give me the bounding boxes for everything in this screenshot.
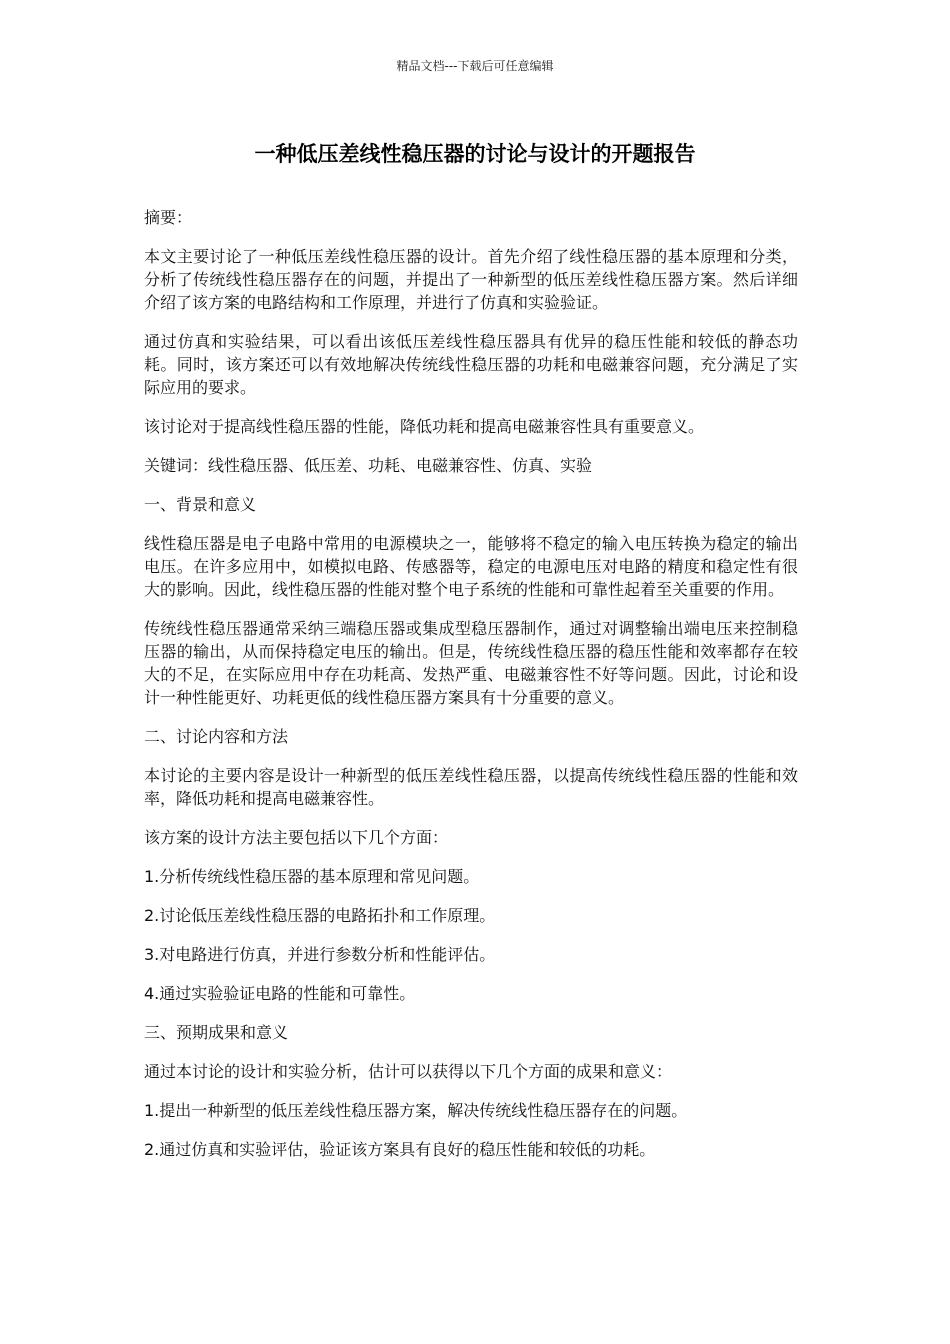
keywords: 关键词：线性稳压器、低压差、功耗、电磁兼容性、仿真、实验 xyxy=(144,456,593,475)
result-item-2: 2.通过仿真和实验评估，验证该方案具有良好的稳压性能和较低的功耗。 xyxy=(144,1140,656,1159)
results-intro: 通过本讨论的设计和实验分析，估计可以获得以下几个方面的成果和意义： xyxy=(144,1062,673,1081)
abstract-paragraph-2: 通过仿真和实验结果，可以看出该低压差线性稳压器具有优异的稳压性能和较低的静态功耗。同时，该方案还可以有效地解决传统线性稳压器的功耗和电磁兼容问题，充分满足了实际应用的要求。 xyxy=(144,332,798,397)
section-heading-background: 一、背景和意义 xyxy=(144,495,257,514)
content-paragraph: 本讨论的主要内容是设计一种新型的低压差线性稳压器，以提高传统线性稳压器的性能和效率，降低功耗和提高电磁兼容性。 xyxy=(144,766,798,808)
method-item-4: 4.通过实验验证电路的性能和可靠性。 xyxy=(144,984,416,1003)
result-item-1: 1.提出一种新型的低压差线性稳压器方案，解决传统线性稳压器存在的问题。 xyxy=(144,1101,688,1120)
method-item-3: 3.对电路进行仿真，并进行参数分析和性能评估。 xyxy=(144,945,496,964)
section-heading-content-methods: 二、讨论内容和方法 xyxy=(144,727,289,746)
abstract-heading: 摘要： xyxy=(144,208,193,227)
methods-intro: 该方案的设计方法主要包括以下几个方面： xyxy=(144,828,449,847)
document-title: 一种低压差线性稳压器的讨论与设计的开题报告 xyxy=(254,142,696,166)
background-paragraph-2: 传统线性稳压器通常采纳三端稳压器或集成型稳压器制作，通过对调整输出端电压来控制稳压器的输出，从而保持稳定电压的输出。但是，传统线性稳压器的稳压性能和效率都存在较大的不足，在实际应用中存在功耗高、发热严重、电磁兼容性不好等问题。因此，讨论和设计一种性能更好、功耗更低的线性稳压器方案具有十分重要的意义。 xyxy=(144,619,798,707)
method-item-2: 2.讨论低压差线性稳压器的电路拓扑和工作原理。 xyxy=(144,906,496,925)
section-heading-expected-results: 三、预期成果和意义 xyxy=(144,1023,289,1042)
abstract-paragraph-1: 本文主要讨论了一种低压差线性稳压器的设计。首先介绍了线性稳压器的基本原理和分类，分析了传统线性稳压器存在的问题，并提出了一种新型的低压差线性稳压器方案。然后详细介绍了该方案的电路结构和工作原理，并进行了仿真和实验验证。 xyxy=(144,247,798,312)
page-header: 精品文档---下载后可任意编辑 xyxy=(396,59,554,73)
method-item-1: 1.分析传统线性稳压器的基本原理和常见问题。 xyxy=(144,867,480,886)
document-body xyxy=(144,206,798,1177)
background-paragraph-1: 线性稳压器是电子电路中常用的电源模块之一，能够将不稳定的输入电压转换为稳定的输出电压。在许多应用中，如模拟电路、传感器等，稳定的电源电压对电路的精度和稳定性有很大的影响。因此，线性稳压器的性能对整个电子系统的性能和可靠性起着至关重要的作用。 xyxy=(144,534,798,599)
abstract-paragraph-3: 该讨论对于提高线性稳压器的性能，降低功耗和提高电磁兼容性具有重要意义。 xyxy=(144,417,705,436)
